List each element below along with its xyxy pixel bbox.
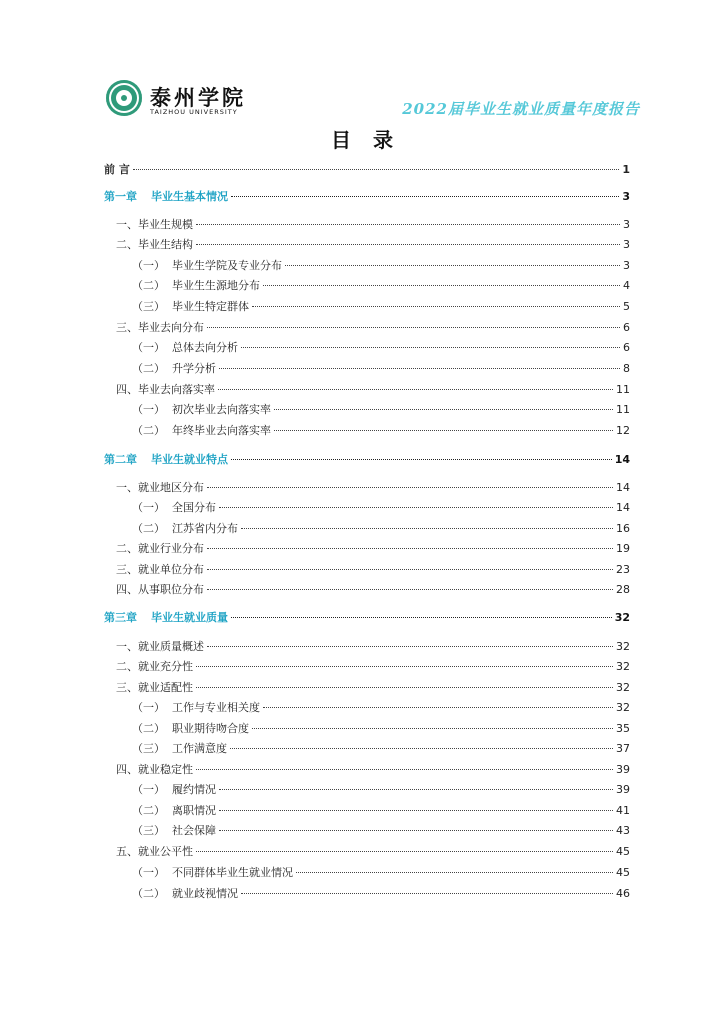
- toc-entry-number: （二）: [132, 362, 165, 375]
- toc-entry-label: 毕业生生源地分布: [172, 279, 260, 292]
- toc-page-number: 43: [616, 824, 630, 837]
- toc-entry-number: （一）: [132, 403, 165, 416]
- toc-entry-number: （一）: [132, 783, 165, 796]
- toc-dot-leader: [196, 686, 613, 688]
- toc-dot-leader: [231, 616, 612, 618]
- toc-page-number: 35: [616, 722, 630, 735]
- toc-entry-label: 二、就业充分性: [116, 660, 193, 673]
- toc-dot-leader: [263, 706, 613, 708]
- toc-dot-leader: [274, 408, 613, 410]
- toc-entry-label: 就业歧视情况: [172, 887, 238, 900]
- toc-dot-leader: [219, 506, 613, 508]
- toc-page-number: 11: [616, 403, 630, 416]
- toc-entry-label: 三、毕业去向分布: [116, 321, 204, 334]
- toc-dot-leader: [241, 527, 613, 529]
- toc-entry-label: 三、就业单位分布: [116, 563, 204, 576]
- toc-dot-leader: [196, 223, 620, 225]
- toc-chapter-entry[interactable]: [104, 189, 630, 205]
- toc-section-entry[interactable]: [116, 217, 630, 233]
- toc-entry-label: 二、就业行业分布: [116, 542, 204, 555]
- toc-page-number: 6: [623, 321, 630, 334]
- toc-dot-leader: [219, 788, 613, 790]
- toc-page-number: 46: [616, 887, 630, 900]
- toc-entry-number: （三）: [132, 300, 165, 313]
- toc-dot-leader: [207, 547, 613, 549]
- toc-dot-leader: [274, 429, 613, 431]
- toc-section-entry[interactable]: [116, 237, 630, 253]
- toc-entry-label: 全国分布: [172, 501, 216, 514]
- toc-page-number: 3: [622, 190, 630, 203]
- toc-page-number: 14: [616, 481, 630, 494]
- toc-dot-leader: [207, 486, 613, 488]
- toc-entry-number: （二）: [132, 522, 165, 535]
- toc-entry-number: （一）: [132, 259, 165, 272]
- toc-entry-label: 职业期待吻合度: [172, 722, 249, 735]
- toc-section-entry[interactable]: [116, 659, 630, 675]
- toc-page-number: 3: [623, 218, 630, 231]
- toc-page-number: 23: [616, 563, 630, 576]
- toc-subsection-entry[interactable]: [132, 886, 630, 902]
- toc-entry-number: （二）: [132, 279, 165, 292]
- toc-page-number: 28: [616, 583, 630, 596]
- toc-section-entry[interactable]: [116, 680, 630, 696]
- toc-subsection-entry[interactable]: [132, 402, 630, 418]
- toc-page-number: 4: [623, 279, 630, 292]
- toc-page-number: 16: [616, 522, 630, 535]
- toc-page-number: 6: [623, 341, 630, 354]
- toc-dot-leader: [218, 388, 613, 390]
- toc-dot-leader: [230, 747, 613, 749]
- toc-page-number: 32: [616, 681, 630, 694]
- toc-entry-number: 第三章: [104, 611, 137, 624]
- toc-subsection-entry[interactable]: [132, 423, 630, 439]
- toc-entry-label: 一、就业质量概述: [116, 640, 204, 653]
- toc-entry-number: 第一章: [104, 190, 137, 203]
- toc-entry-label: 三、就业适配性: [116, 681, 193, 694]
- toc-page-number: 3: [623, 238, 630, 251]
- toc-dot-leader: [196, 243, 620, 245]
- toc-entry-number: （一）: [132, 866, 165, 879]
- toc-subsection-entry[interactable]: [132, 299, 630, 315]
- toc-entry-label: 江苏省内分布: [172, 522, 238, 535]
- toc-dot-leader: [219, 367, 620, 369]
- toc-dot-leader: [285, 264, 620, 266]
- toc-entry-label: 五、就业公平性: [116, 845, 193, 858]
- toc-section-entry[interactable]: [116, 639, 630, 655]
- toc-chapter-entry[interactable]: [104, 610, 630, 626]
- logo-chinese-name: 泰州学院: [150, 85, 246, 110]
- toc-section-entry[interactable]: [116, 320, 630, 336]
- toc-entry-number: （二）: [132, 722, 165, 735]
- toc-entry-number: （三）: [132, 742, 165, 755]
- toc-dot-leader: [252, 727, 613, 729]
- toc-page-number: 32: [616, 701, 630, 714]
- toc-subsection-entry[interactable]: [132, 278, 630, 294]
- toc-entry-label: 前 言: [104, 163, 130, 176]
- toc-subsection-entry[interactable]: [132, 782, 630, 798]
- toc-entry-label: 一、毕业生规模: [116, 218, 193, 231]
- toc-entry-number: （一）: [132, 341, 165, 354]
- toc-subsection-entry[interactable]: [132, 741, 630, 757]
- toc-entry-label: 不同群体毕业生就业情况: [172, 866, 293, 879]
- toc-entry-label: 毕业生基本情况: [151, 190, 228, 203]
- toc-dot-leader: [196, 850, 613, 852]
- toc-entry-label: 工作与专业相关度: [172, 701, 260, 714]
- toc-page-number: 8: [623, 362, 630, 375]
- toc-entry-label: 毕业生特定群体: [172, 300, 249, 313]
- toc-page-number: 45: [616, 866, 630, 879]
- toc-dot-leader: [207, 588, 613, 590]
- toc-dot-leader: [219, 809, 613, 811]
- toc-dot-leader: [196, 665, 613, 667]
- toc-page-number: 19: [616, 542, 630, 555]
- toc-page-number: 32: [614, 611, 630, 624]
- toc-section-entry[interactable]: [116, 541, 630, 557]
- toc-entry-label: 二、毕业生结构: [116, 238, 193, 251]
- toc-page-number: 12: [616, 424, 630, 437]
- toc-entry-number: （二）: [132, 424, 165, 437]
- toc-entry-number: （三）: [132, 824, 165, 837]
- toc-entry-label: 总体去向分析: [172, 341, 238, 354]
- toc-subsection-entry[interactable]: [132, 823, 630, 839]
- toc-dot-leader: [219, 829, 613, 831]
- toc-entry-label: 毕业生就业质量: [151, 611, 228, 624]
- report-title: 2022届毕业生就业质量年度报告: [402, 100, 640, 118]
- toc-dot-leader: [207, 645, 613, 647]
- toc-entry-label: 年终毕业去向落实率: [172, 424, 271, 437]
- toc-page-number: 11: [616, 383, 630, 396]
- toc-entry-number: （二）: [132, 804, 165, 817]
- toc-entry-number: （一）: [132, 701, 165, 714]
- toc-dot-leader: [231, 458, 612, 460]
- toc-page-number: 39: [616, 783, 630, 796]
- toc-entry-number: （一）: [132, 501, 165, 514]
- toc-page-number: 5: [623, 300, 630, 313]
- toc-page-number: 14: [614, 453, 630, 466]
- toc-entry-label: 社会保障: [172, 824, 216, 837]
- toc-page-number: 32: [616, 660, 630, 673]
- page-title: 目录: [331, 128, 415, 152]
- toc-entry-label: 四、毕业去向落实率: [116, 383, 215, 396]
- toc-dot-leader: [196, 768, 613, 770]
- toc-page-number: 45: [616, 845, 630, 858]
- toc-entry-label: 初次毕业去向落实率: [172, 403, 271, 416]
- toc-entry-label: 工作满意度: [172, 742, 227, 755]
- toc-entry-label: 升学分析: [172, 362, 216, 375]
- toc-dot-leader: [133, 168, 620, 170]
- toc-subsection-entry[interactable]: [132, 340, 630, 356]
- toc-page-number: 37: [616, 742, 630, 755]
- toc-subsection-entry[interactable]: [132, 700, 630, 716]
- toc-dot-leader: [252, 305, 620, 307]
- toc-entry-label: 毕业生学院及专业分布: [172, 259, 282, 272]
- university-logo: [106, 80, 246, 120]
- toc-entry-number: 第二章: [104, 453, 137, 466]
- toc-dot-leader: [207, 568, 613, 570]
- toc-page-number: 3: [623, 259, 630, 272]
- toc-page-number: 14: [616, 501, 630, 514]
- toc-page-number: 39: [616, 763, 630, 776]
- toc-dot-leader: [241, 346, 620, 348]
- toc-entry-label: 四、从事职位分布: [116, 583, 204, 596]
- toc-dot-leader: [263, 284, 620, 286]
- toc-dot-leader: [207, 326, 620, 328]
- toc-section-entry[interactable]: [116, 762, 630, 778]
- toc-entry-label: 一、就业地区分布: [116, 481, 204, 494]
- logo-english-name: TAIZHOU UNIVERSITY: [150, 108, 238, 116]
- toc-page-number: 1: [622, 163, 630, 176]
- toc-chapter-entry[interactable]: [104, 162, 630, 178]
- toc-page-number: 32: [616, 640, 630, 653]
- toc-chapter-entry[interactable]: [104, 452, 630, 468]
- toc-entry-label: 离职情况: [172, 804, 216, 817]
- toc-section-entry[interactable]: [116, 480, 630, 496]
- toc-subsection-entry[interactable]: [132, 521, 630, 537]
- toc-dot-leader: [241, 892, 613, 894]
- toc-subsection-entry[interactable]: [132, 721, 630, 737]
- toc-entry-label: 毕业生就业特点: [151, 453, 228, 466]
- toc-subsection-entry[interactable]: [132, 865, 630, 881]
- toc-entry-label: 四、就业稳定性: [116, 763, 193, 776]
- toc-subsection-entry[interactable]: [132, 500, 630, 516]
- page-header: [0, 0, 724, 130]
- toc-subsection-entry[interactable]: [132, 361, 630, 377]
- toc-section-entry[interactable]: [116, 562, 630, 578]
- toc-section-entry[interactable]: [116, 844, 630, 860]
- toc-subsection-entry[interactable]: [132, 803, 630, 819]
- toc-section-entry[interactable]: [116, 582, 630, 598]
- toc-section-entry[interactable]: [116, 382, 630, 398]
- toc-subsection-entry[interactable]: [132, 258, 630, 274]
- toc-entry-label: 履约情况: [172, 783, 216, 796]
- university-seal-icon: [106, 80, 142, 116]
- toc-dot-leader: [296, 871, 613, 873]
- toc-page-number: 41: [616, 804, 630, 817]
- toc-entry-number: （二）: [132, 887, 165, 900]
- toc-dot-leader: [231, 195, 619, 197]
